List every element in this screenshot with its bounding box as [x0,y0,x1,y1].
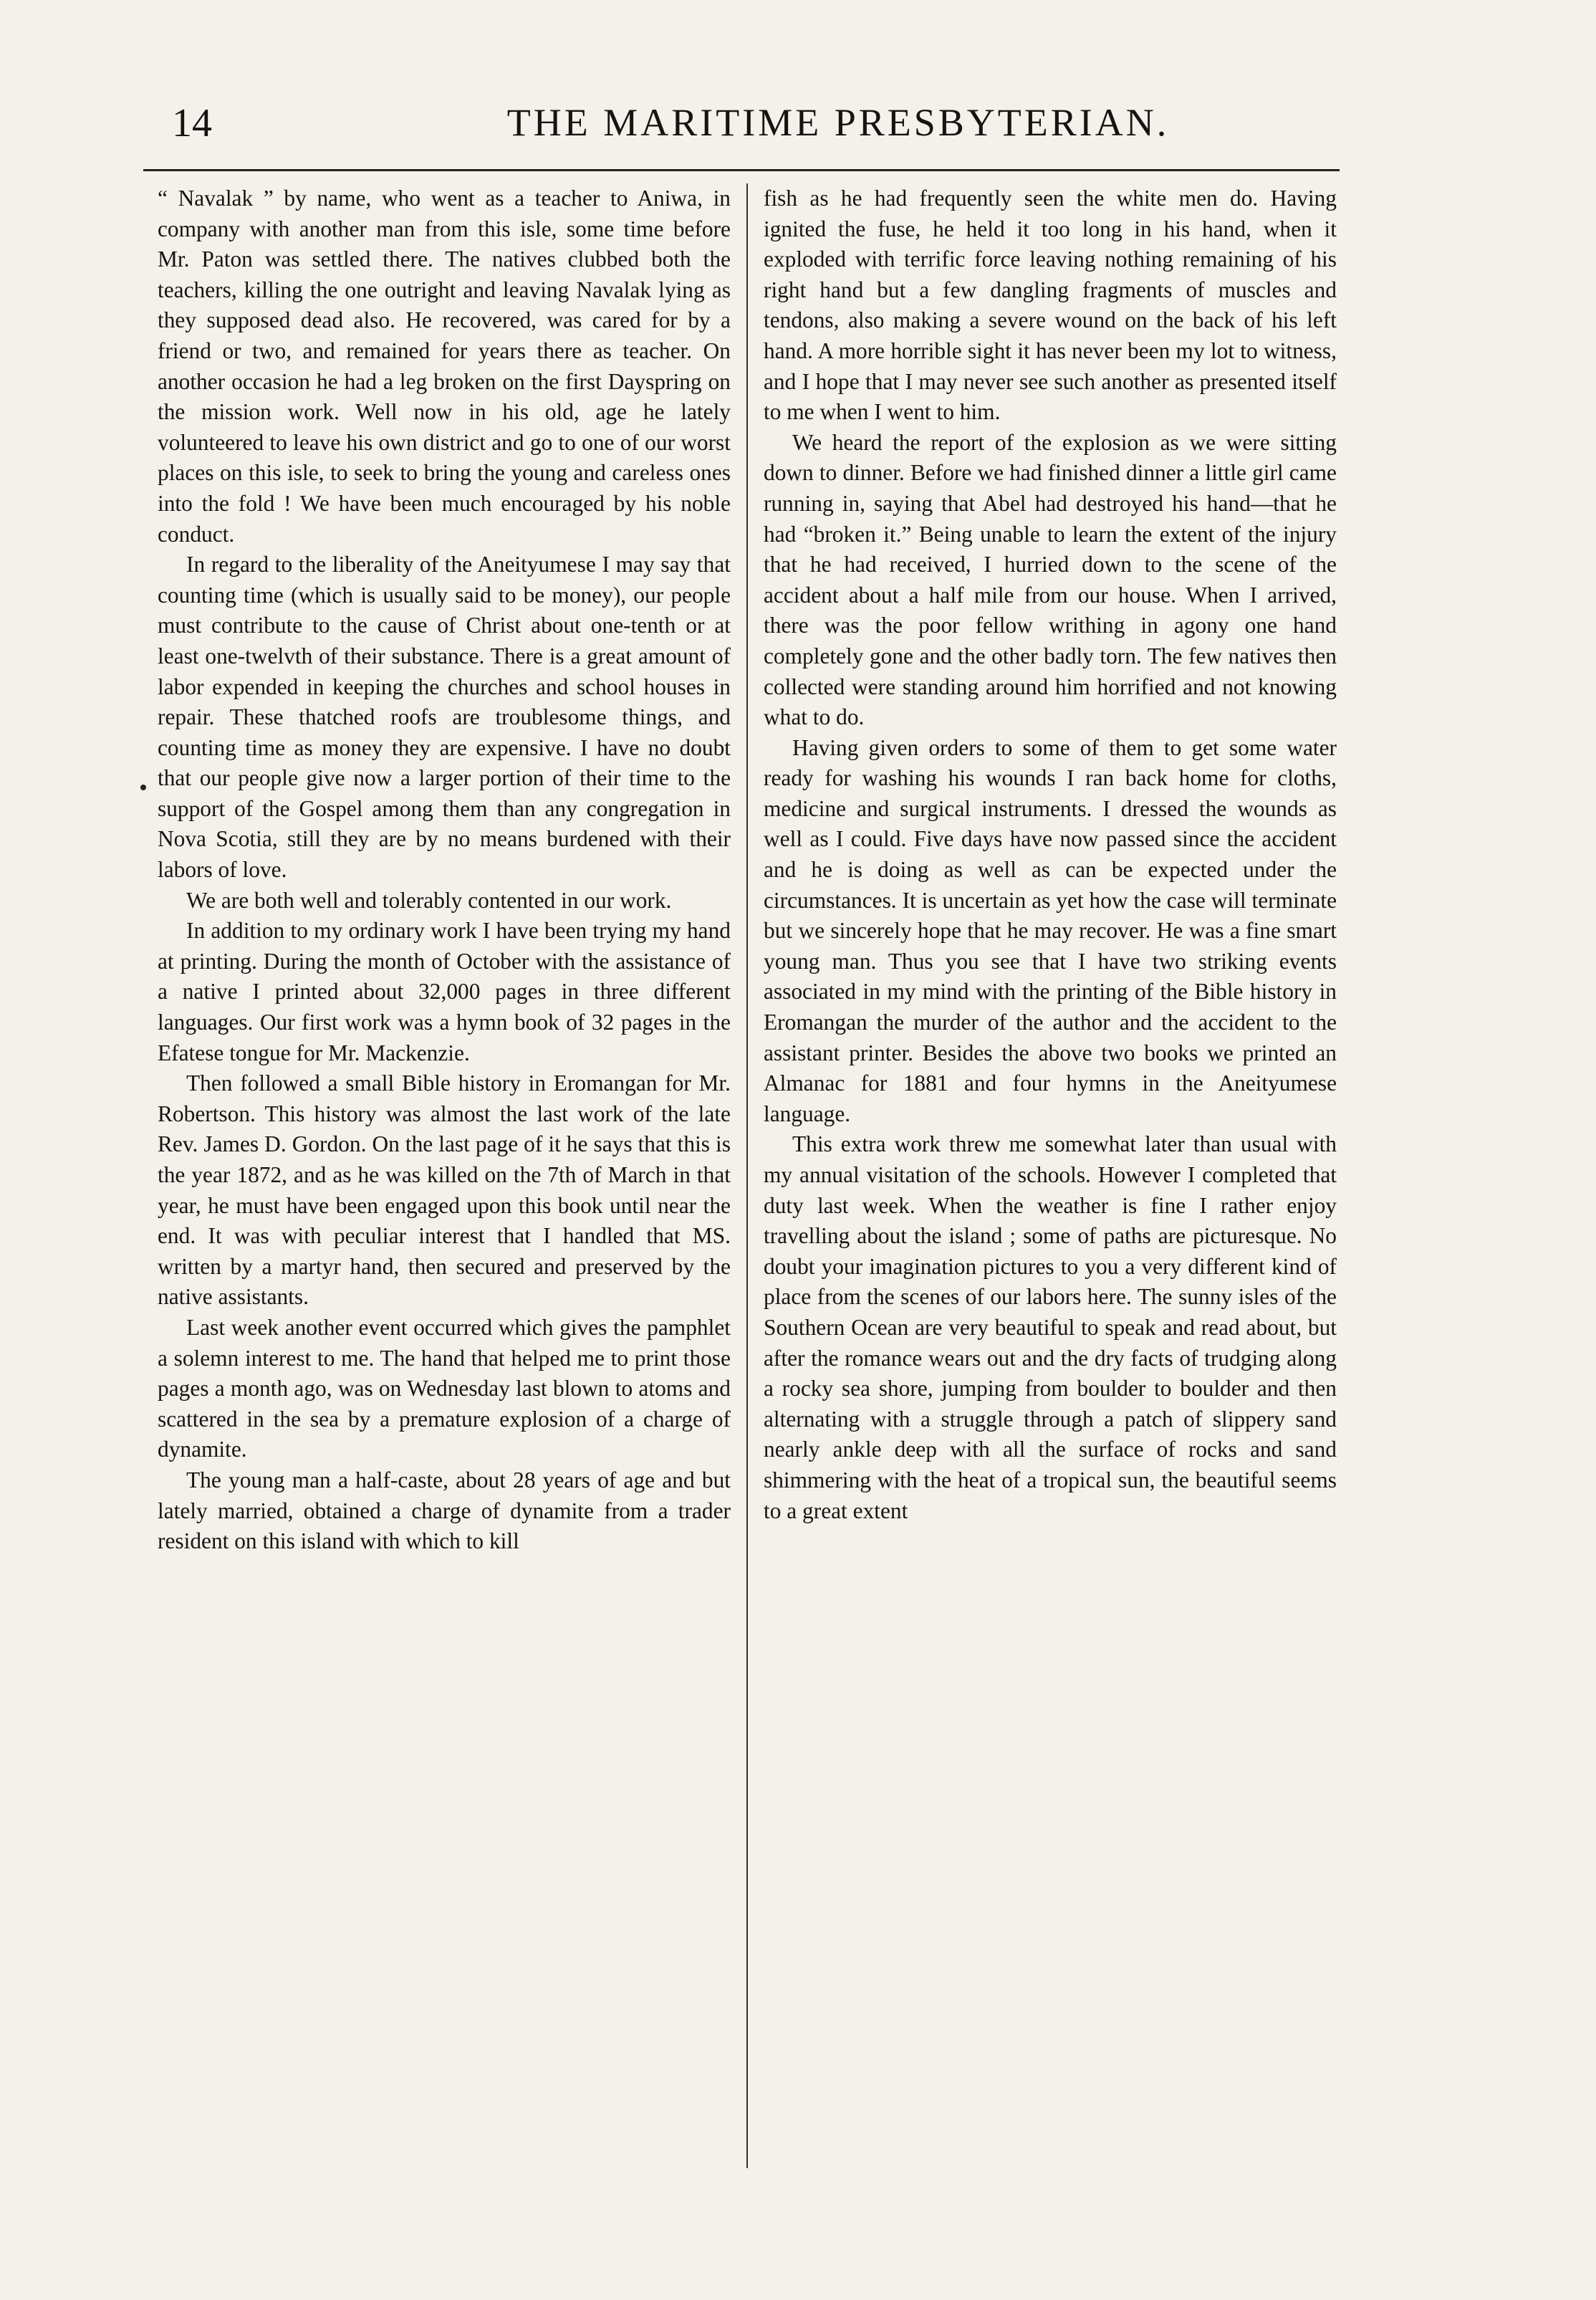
paragraph: In regard to the liberality of the Aneityumese I may say that counting time (which is usually said to be money), our people must contribute to the cause of Christ about one-tenth or at least one-twelvth of their substance. There is a great amount of labor expended in keeping the churches and school houses in repair. These thatched roofs are troublesome things, and counting time as money they are expensive. I have no doubt that our people give now a larger portion of their time to the support of the Gospel among them than any congregation in Nova Scotia, still they are by no means burdened with their labors of love. [158,552,731,883]
paragraph: “ Navalak ” by name, who went as a teacher to Aniwa, in company with another man from this isle, some time before Mr. Paton was settled there. The natives clubbed both the teachers, killing the one outright and leaving Navalak lying as they supposed dead also. He recovered, was cared for by a friend or two, and remained for years there as teacher. On another occasion he had a leg broken on the first Dayspring on the mission work. Well now in his old, age he lately volunteered to leave his own district and go to one of our worst places on this isle, to seek to bring the young and careless ones into the fold ! We have been much encouraged by his noble conduct. [158,186,731,547]
paragraph: This extra work threw me somewhat later than usual with my annual visitation of the schools. However I completed that duty last week. When the weather is fine I rather enjoy travelling about the island ; some of paths are picturesque. No doubt your imagination pictures to you a very different kind of place from the scenes of our labors here. The sunny isles of the Southern Ocean are very beautiful to speak and read about, but after the romance wears out and the dry facts of trudging along a rocky sea shore, jumping from boulder to boulder and then alternating with a struggle through a patch of slippery sand nearly ankle deep with all the surface of rocks and sand shimmering with the heat of a tropical sun, the beautiful seems to a great extent [764,1131,1337,1523]
paragraph: Then followed a small Bible history in Eromangan for Mr. Robertson. This history was almost the last work of the late Rev. James D. Gordon. On the last page of it he says that this is the year 1872, and as he was killed on the 7th of March in that year, he must have been engaged upon this book until near the end. It was with peculiar interest that I handled that MS. written by a martyr hand, then secured and preserved by the native assistants. [158,1070,731,1310]
paragraph: Having given orders to some of them to get some water ready for washing his wounds I ran back home for cloths, medicine and surgical instruments. I dressed the wounds as well as I could. Five days have now passed since the accident and he is doing as well as can be expected under the circumstances. It is uncertain as yet how the case will terminate but we sincerely hope that he may recover. He was a fine smart young man. Thus you see that I have two striking events associated in my mind with the printing of the Bible history in Eromangan the murder of the author and the accident to the assistant printer. Besides the above two books we printed an Almanac for 1881 and four hymns in the Aneityumese language. [764,734,1337,1126]
running-title: THE MARITIME PRESBYTERIAN. [506,101,1170,144]
paragraph: fish as he had frequently seen the white men do. Having ignited the fuse, he held it too long in his hand, when it exploded with terrific force leaving nothing remaining of his right hand but a few dangling fragments of muscles and tendons, also making a severe wound on the back of his left hand. A more horrible sight it has never been my lot to witness, and I hope that I may never see such another as presented itself to me when I went to him. [764,186,1337,425]
header-rule [143,169,1340,171]
paragraph: Last week another event occurred which gives the pamphlet a solemn interest to me. The hand that helped me to print those pages a month ago, was on Wednesday last blown to atoms and scattered in the sea by a premature explosion of a charge of dynamite. [158,1314,731,1462]
paragraph: We are both well and tolerably contented in our work. [186,887,672,913]
paragraph: We heard the report of the explosion as we were sitting down to dinner. Before we had finished dinner a little girl came running in, saying that Abel had destroyed his hand—that he had “broken it.” Being unable to learn the extent of the injury that he had received, I hurried down to the scene of the accident about a half mile from our house. When I arrived, there was the poor fellow writhing in agony one hand completely gone and the other badly torn. The few natives then collected were standing around him horrified and not knowing what to do. [764,429,1337,730]
page-header [143,100,1340,158]
right-column [764,183,1337,1526]
margin-mark [140,785,146,790]
paragraph: The young man a half-caste, about 28 years of age and but lately married, obtained a charge of dynamite from a trader resident on this island with which to kill [158,1467,731,1554]
paragraph: In addition to my ordinary work I have been trying my hand at printing. During the month of October with the assistance of a native I printed about 32,000 pages in three different languages. Our first work was a hymn book of 32 pages in the Efatese tongue for Mr. Mackenzie. [158,918,731,1065]
column-divider [746,183,748,2168]
left-column [158,183,731,1557]
page-number: 14 [172,101,212,145]
